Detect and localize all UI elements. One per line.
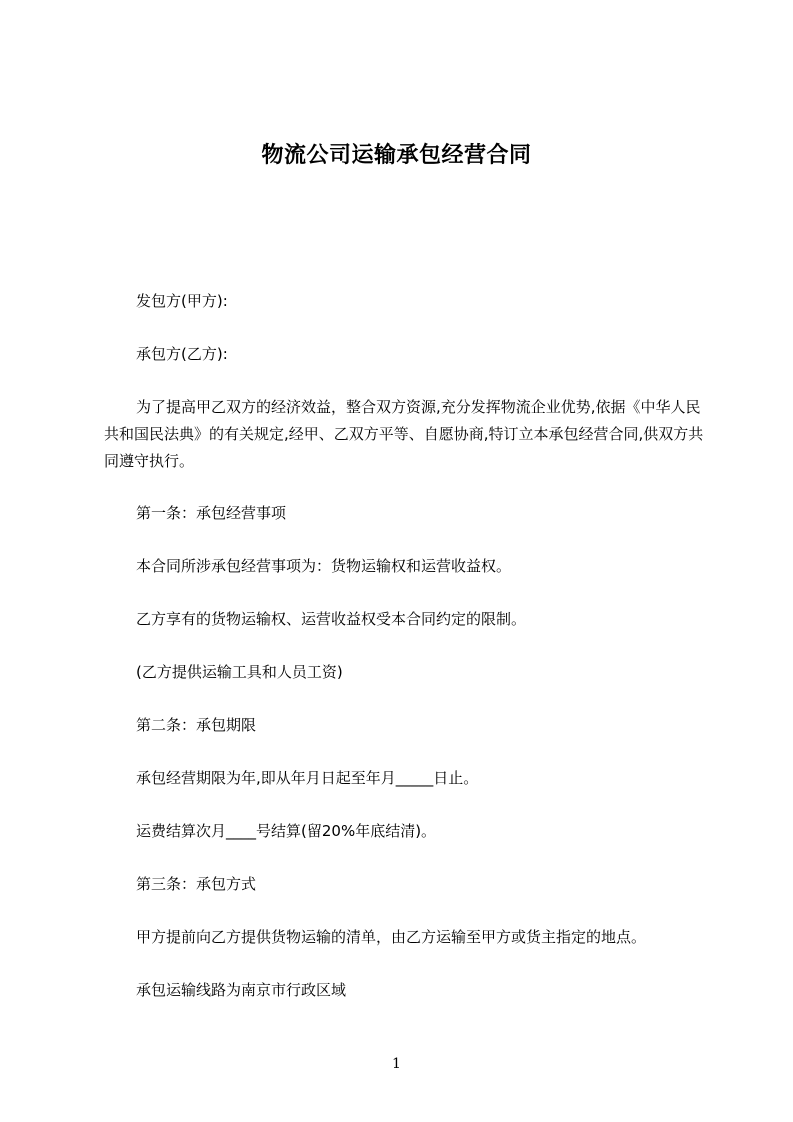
paragraph-text: 发包方(甲方): (136, 292, 228, 310)
article-2-clause-2 (104, 818, 704, 845)
page-number: 1 (392, 1056, 401, 1072)
article-3-heading (104, 871, 704, 898)
article-3-clause-1 (104, 924, 704, 951)
preamble-paragraph (104, 394, 704, 475)
paragraph-text: 运费结算次月____号结算(留20%年底结清)。 (136, 822, 437, 840)
article-3-clause-2 (104, 977, 704, 1004)
paragraph-text: 甲方提前向乙方提供货物运输的清单，由乙方运输至甲方或货主指定的地点。 (136, 928, 647, 946)
paragraph-text: 为了提高甲乙双方的经济效益，整合双方资源,充分发挥物流企业优势,依据《中华人民共和国民法典》的有关规定,经甲、乙双方平等、自愿协商,特订立本承包经营合同,供双方共同遵守执行。 (104, 398, 704, 470)
article-1-heading (104, 500, 704, 527)
paragraph-text: 乙方享有的货物运输权、运营收益权受本合同约定的限制。 (136, 610, 527, 628)
paragraph-text: 承包运输线路为南京市行政区域 (136, 981, 347, 999)
paragraph-text: 第三条：承包方式 (136, 875, 257, 893)
document-title: 物流公司运输承包经营合同 (261, 143, 532, 168)
party-a-line (104, 288, 704, 315)
paragraph-text: (乙方提供运输工具和人员工资) (136, 663, 343, 681)
article-2-clause-1 (104, 765, 704, 792)
paragraph-text: 第二条：承包期限 (136, 716, 257, 734)
party-b-line (104, 341, 704, 368)
article-1-clause-1 (104, 553, 704, 580)
paragraph-text: 承包方(乙方): (136, 345, 228, 363)
article-1-clause-2 (104, 606, 704, 633)
paragraph-text: 第一条：承包经营事项 (136, 504, 287, 522)
paragraph-text: 承包经营期限为年,即从年月日起至年月_____日止。 (136, 769, 479, 787)
article-1-note (104, 659, 704, 686)
paragraph-text: 本合同所涉承包经营事项为：货物运输权和运营收益权。 (136, 557, 512, 575)
article-2-heading (104, 712, 704, 739)
